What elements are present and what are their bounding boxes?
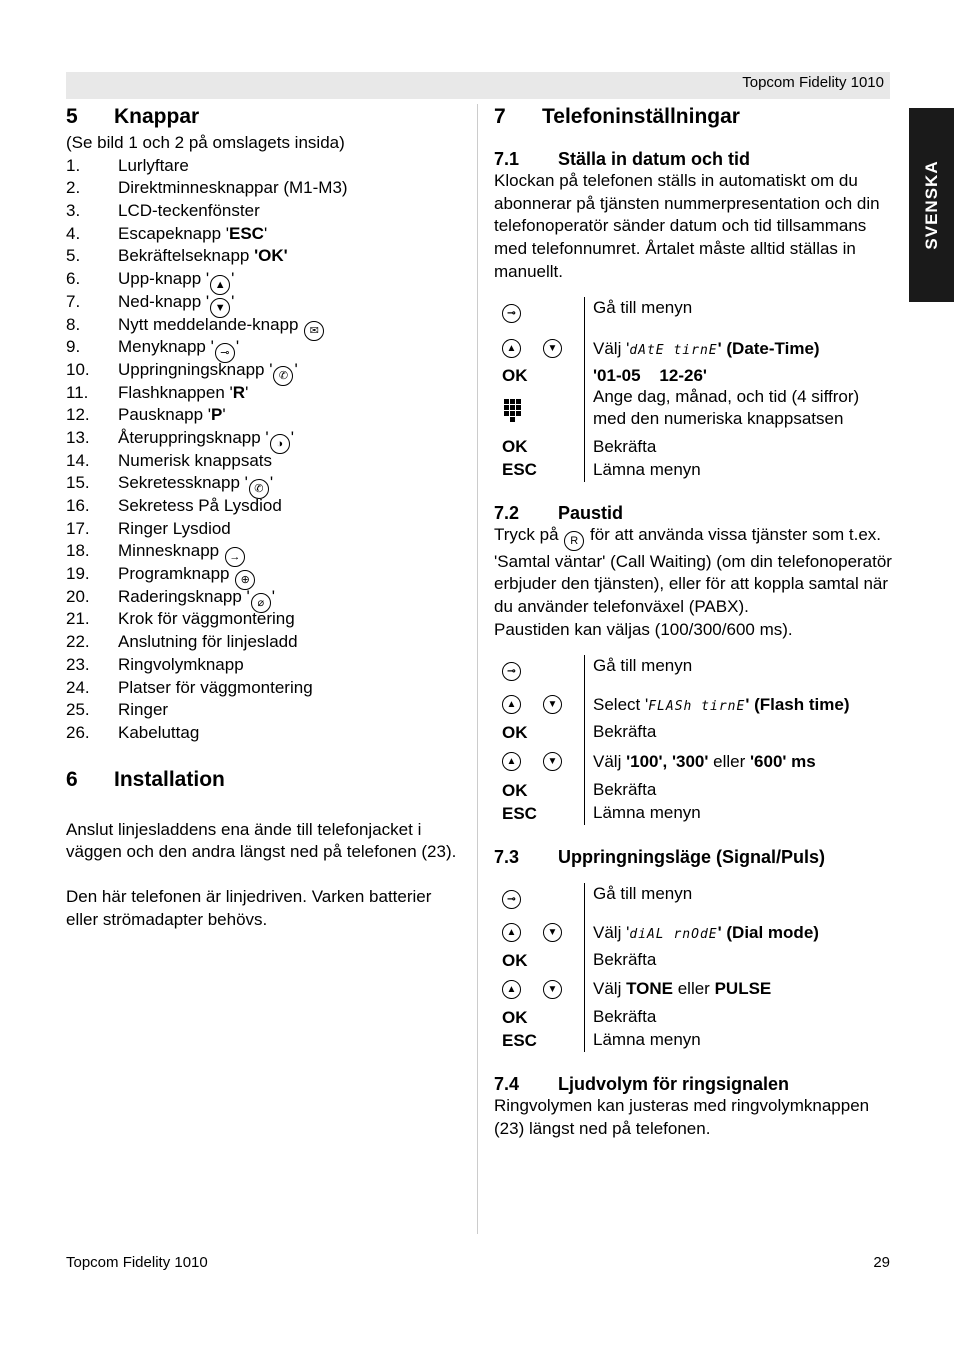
menu-key-icon: ⊸ xyxy=(502,304,521,323)
list-item: 22. Anslutning för linjesladd xyxy=(66,632,298,652)
list-item: 16. Sekretess På Lysdiod xyxy=(66,496,282,516)
list-item: 26. Kabeluttag xyxy=(66,722,200,742)
step-row: ESC Lämna menyn xyxy=(494,459,894,482)
section-7-4-paragraph: Ringvolymen kan justeras med ringvolymknappen (23) längst ned på telefonen. xyxy=(494,1096,870,1139)
section-7-2-paragraph-2: Paustiden kan väljas (100/300/600 ms). xyxy=(494,619,793,639)
installation-paragraph-2: Den här telefonen är linjedriven. Varken batterier eller strömadapter behövs. xyxy=(66,886,432,929)
language-tab xyxy=(909,108,954,302)
numeric-keypad-icon xyxy=(502,397,522,425)
left-column xyxy=(66,104,466,931)
section-7-2-heading: 7.2 Paustid xyxy=(494,502,624,523)
key-icon: ▼ xyxy=(210,298,230,318)
step-row: OK Bekräfta xyxy=(494,949,894,972)
section-7-1-paragraph: Klockan på telefonen ställs in automatiskt om du abonnerar på tjänsten nummerpresentation och din telefonoperatör sänder datum och tid tillsammans med telefonnumret. Årtalet måste alltid ställas in manuellt. xyxy=(494,171,880,281)
steps-7-1 xyxy=(494,297,894,482)
step-row: OK Bekräfta xyxy=(494,779,894,802)
key-icon: ✉ xyxy=(304,321,324,341)
list-item: 23. Ringvolymknapp xyxy=(66,654,244,674)
step-row: ▲ ▼ Select 'FLASh tirnE' (Flash time) xyxy=(494,688,894,721)
menu-key-icon: ⊸ xyxy=(502,662,521,681)
right-column xyxy=(494,104,894,1141)
down-key-icon: ▼ xyxy=(543,923,562,942)
lcd-text: FLASh tirnE xyxy=(648,699,746,715)
up-key-icon: ▲ xyxy=(502,752,521,771)
header-bar xyxy=(66,72,890,99)
page-number: 29 xyxy=(873,1254,890,1271)
header-title: Topcom Fidelity 1010 xyxy=(742,74,884,91)
step-row: ▲ ▼ Välj '100', '300' eller '600' ms xyxy=(494,744,894,779)
step-row: ESC Lämna menyn xyxy=(494,802,894,825)
down-key-icon: ▼ xyxy=(543,752,562,771)
down-key-icon: ▼ xyxy=(543,695,562,714)
list-item: 25. Ringer xyxy=(66,700,169,720)
step-row: ⊸ Gå till menyn xyxy=(494,883,894,916)
section-5-heading: 5 Knappar xyxy=(66,105,200,128)
language-tab-label: SVENSKA xyxy=(921,160,941,250)
key-icon: → xyxy=(225,547,245,567)
step-row: ⊸ Gå till menyn xyxy=(494,297,894,331)
section-5-intro: (Se bild 1 och 2 på omslagets insida) xyxy=(66,133,345,152)
key-icon: ⌀ xyxy=(251,593,271,613)
step-row: OK Bekräfta xyxy=(494,1006,894,1029)
list-item: 14. Numerisk knappsats xyxy=(66,450,273,470)
step-row: OK Bekräfta xyxy=(494,721,894,744)
list-item: 12. Pausknapp 'P' xyxy=(66,405,226,425)
section-7-heading: 7 Telefoninställningar xyxy=(494,105,740,128)
list-item: 8. Nytt meddelande-knapp ✉ xyxy=(66,314,466,337)
section-7-2-paragraph-1: Tryck på R för att använda vissa tjänster som t.ex. 'Samtal väntar' (Call Waiting) (om din telefonoperatör erbjuder den tjänsten), eller för att koppla samtal när du använder telefonväxel (PABX). xyxy=(494,524,892,616)
list-item: 13. Återuppringsknapp ' ◑ ' xyxy=(66,427,466,450)
footer-product: Topcom Fidelity 1010 xyxy=(66,1254,208,1271)
down-key-icon: ▼ xyxy=(543,339,562,358)
list-item: 20. Raderingsknapp ' ⌀ ' xyxy=(66,586,466,609)
list-item: 9. Menyknapp ' ⊸ ' xyxy=(66,336,466,359)
menu-key-icon: ⊸ xyxy=(502,890,521,909)
flash-r-icon: R xyxy=(564,531,584,551)
list-item: 10. Uppringningsknapp ' ✆ ' xyxy=(66,359,466,382)
list-item: 4. Escapeknapp 'ESC' xyxy=(66,223,268,243)
step-row: ▲ ▼ Välj 'dAtE tirnE' (Date-Time) xyxy=(494,331,894,366)
up-key-icon: ▲ xyxy=(502,923,521,942)
steps-7-3 xyxy=(494,883,894,1052)
step-row: Ange dag, månad, och tid (4 siffror) med den numeriska knappsatsen xyxy=(494,386,894,436)
list-item: 6. Upp-knapp ' ▲ ' xyxy=(66,268,466,291)
step-row: OK Bekräfta xyxy=(494,436,894,459)
key-icon: ✆ xyxy=(249,479,269,499)
list-item: 24. Platser för väggmontering xyxy=(66,677,313,697)
step-row: ▲ ▼ Välj 'diAL rnOdE' (Dial mode) xyxy=(494,916,894,949)
list-item: 2. Direktminnesknappar (M1-M3) xyxy=(66,178,348,198)
up-key-icon: ▲ xyxy=(502,980,521,999)
list-item: 3. LCD-teckenfönster xyxy=(66,201,260,221)
step-row: ESC Lämna menyn xyxy=(494,1029,894,1052)
list-item: 7. Ned-knapp ' ▼ ' xyxy=(66,291,466,314)
step-row: ▲ ▼ Välj TONE eller PULSE xyxy=(494,972,894,1006)
lcd-text: dAtE tirnE xyxy=(629,342,718,358)
list-item: 11. Flashknappen 'R' xyxy=(66,382,249,402)
lcd-text: diAL rnOdE xyxy=(629,927,718,943)
up-key-icon: ▲ xyxy=(502,339,521,358)
column-divider xyxy=(477,104,478,1234)
list-item: 15. Sekretessknapp ' ✆ ' xyxy=(66,472,466,495)
key-icon: ▲ xyxy=(210,275,230,295)
list-item: 19. Programknapp ⊕ xyxy=(66,563,466,586)
installation-paragraph-1: Anslut linjesladdens ena ände till telefonjacket i väggen och den andra längst ned på telefonen (23). xyxy=(66,819,457,862)
steps-7-2 xyxy=(494,655,894,825)
section-6-heading: 6 Installation xyxy=(66,767,225,791)
section-7-1-heading: 7.1 Ställa in datum och tid xyxy=(494,149,751,169)
down-key-icon: ▼ xyxy=(543,980,562,999)
step-row: OK '01-05 12-26' xyxy=(494,366,894,386)
up-key-icon: ▲ xyxy=(502,695,521,714)
list-item: 17. Ringer Lysdiod xyxy=(66,518,231,538)
key-icon: ⊕ xyxy=(235,570,255,590)
list-item: 1. Lurlyftare xyxy=(66,155,189,175)
section-7-3-heading: 7.3 Uppringningsläge (Signal/Puls) xyxy=(494,847,826,868)
step-row: ⊸ Gå till menyn xyxy=(494,655,894,688)
key-list xyxy=(66,155,466,745)
list-item: 5. Bekräftelseknapp 'OK' xyxy=(66,246,288,266)
key-icon: ◑ xyxy=(270,434,290,454)
list-item: 21. Krok för väggmontering xyxy=(66,609,295,629)
list-item: 18. Minnesknapp → xyxy=(66,540,466,563)
section-7-4-heading: 7.4 Ljudvolym för ringsignalen xyxy=(494,1074,790,1095)
key-icon: ✆ xyxy=(273,366,293,386)
key-icon: ⊸ xyxy=(215,343,235,363)
